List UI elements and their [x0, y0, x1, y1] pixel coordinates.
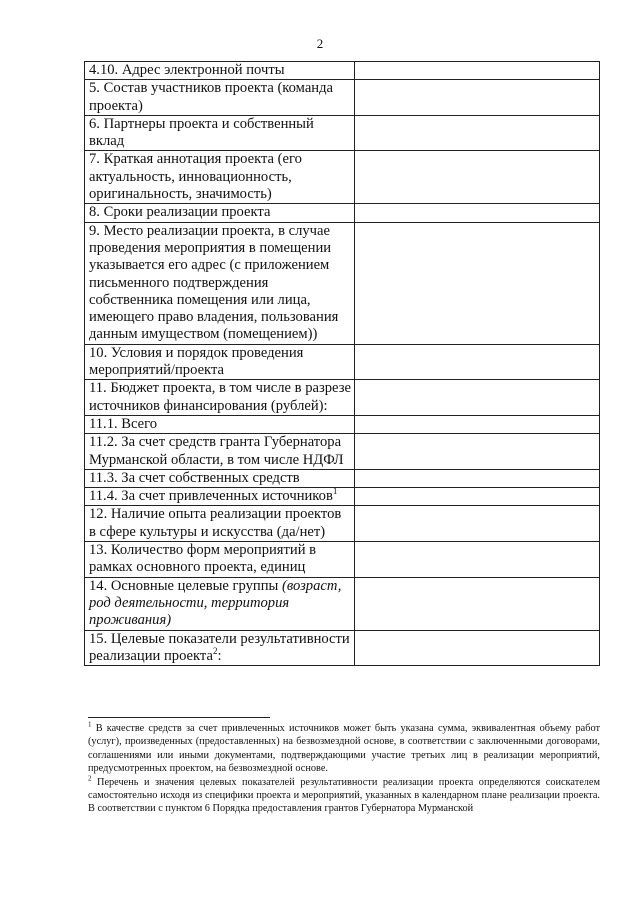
table-row [85, 115, 600, 151]
footnotes [88, 722, 600, 816]
row-value-cell[interactable] [355, 577, 600, 630]
table-row [85, 204, 600, 222]
row-label: 7. Краткая аннотация проекта (его актуальность, инновационность, оригинальность, значимость) [85, 151, 355, 204]
row-value-cell[interactable] [355, 344, 600, 380]
row-label: 4.10. Адрес электронной почты [85, 62, 355, 80]
footnote-2 [88, 776, 600, 816]
row-value-cell[interactable] [355, 62, 600, 80]
row-label: 8. Сроки реализации проекта [85, 204, 355, 222]
table-row [85, 62, 600, 80]
row-value-cell[interactable] [355, 80, 600, 116]
row-label: 6. Партнеры проекта и собственный вклад [85, 115, 355, 151]
row-value-cell[interactable] [355, 506, 600, 542]
row-label: 11.2. За счет средств гранта Губернатора Мурманской области, в том числе НДФЛ [85, 434, 355, 470]
table-row [85, 434, 600, 470]
footnote-marker: 2 [212, 645, 218, 656]
row-label: 10. Условия и порядок проведения мероприятий/проекта [85, 344, 355, 380]
table-row [85, 380, 600, 416]
table-row [85, 222, 600, 344]
row-value-cell[interactable] [355, 115, 600, 151]
footnote-text: Перечень и значения целевых показателей результативности реализации проекта определяются соискателем самостоятельно исходя из специфики проекта и мероприятий, указанных в календарном плане реализации проекта. В соответствии с пунктом 6 Порядка предоставления грантов Губернатора Мурманской [88, 776, 600, 815]
row-label-italic: (возраст, род деятельности, территория проживания) [89, 577, 342, 629]
footnote-separator [88, 717, 270, 718]
row-value-cell[interactable] [355, 542, 600, 578]
table-row [85, 415, 600, 433]
footnote-mark: 2 [88, 774, 92, 783]
row-value-cell[interactable] [355, 434, 600, 470]
footnote-text: В качестве средств за счет привлеченных источников может быть указана сумма, эквивалентная объему работ (услуг), произведенных (предоставленных) на безвозмездной основе, в соответствии с заключенными договорами, соглашениями или иными документами, подтверждающими участие третьих лиц в реализации мероприятий, предусмотренных проектом, на безвозмездной основе. [88, 723, 600, 775]
row-value-cell[interactable] [355, 469, 600, 487]
table-row [85, 630, 600, 666]
table-row [85, 80, 600, 116]
table-row [85, 488, 600, 506]
table-row [85, 577, 600, 630]
row-label: 11.1. Всего [85, 415, 355, 433]
row-label: 11.3. За счет собственных средств [85, 469, 355, 487]
row-value-cell[interactable] [355, 488, 600, 506]
table-row [85, 469, 600, 487]
footnote-marker: 1 [332, 486, 338, 497]
table-row [85, 344, 600, 380]
row-label: 13. Количество форм мероприятий в рамках основного проекта, единиц [85, 542, 355, 578]
row-value-cell[interactable] [355, 380, 600, 416]
row-label: 14. Основные целевые группы (возраст, род деятельности, территория проживания) [85, 577, 355, 630]
footnote-mark: 1 [88, 720, 92, 729]
row-value-cell[interactable] [355, 415, 600, 433]
row-value-cell[interactable] [355, 222, 600, 344]
row-label: 11.4. За счет привлеченных источников$^1$ [85, 488, 355, 506]
row-value-cell[interactable] [355, 204, 600, 222]
row-value-cell[interactable] [355, 151, 600, 204]
row-value-cell[interactable] [355, 630, 600, 666]
row-label: 5. Состав участников проекта (команда проекта) [85, 80, 355, 116]
page-number: 2 [316, 36, 324, 51]
row-label: 12. Наличие опыта реализации проектов в сфере культуры и искусства (да/нет) [85, 506, 355, 542]
application-form-table [84, 61, 600, 666]
row-label: 15. Целевые показатели результативности реализации проекта$^2$: [85, 630, 355, 666]
row-label: 9. Место реализации проекта, в случае проведения мероприятия в помещении указывается его адрес (с приложением письменного подтверждения собственника помещения или лица, имеющего право владения, пользования данным имуществом (помещением)) [85, 222, 355, 344]
table-row [85, 151, 600, 204]
footnote-1 [88, 722, 600, 776]
table-row [85, 542, 600, 578]
row-label: 11. Бюджет проекта, в том числе в разрезе источников финансирования (рублей): [85, 380, 355, 416]
table-row [85, 506, 600, 542]
